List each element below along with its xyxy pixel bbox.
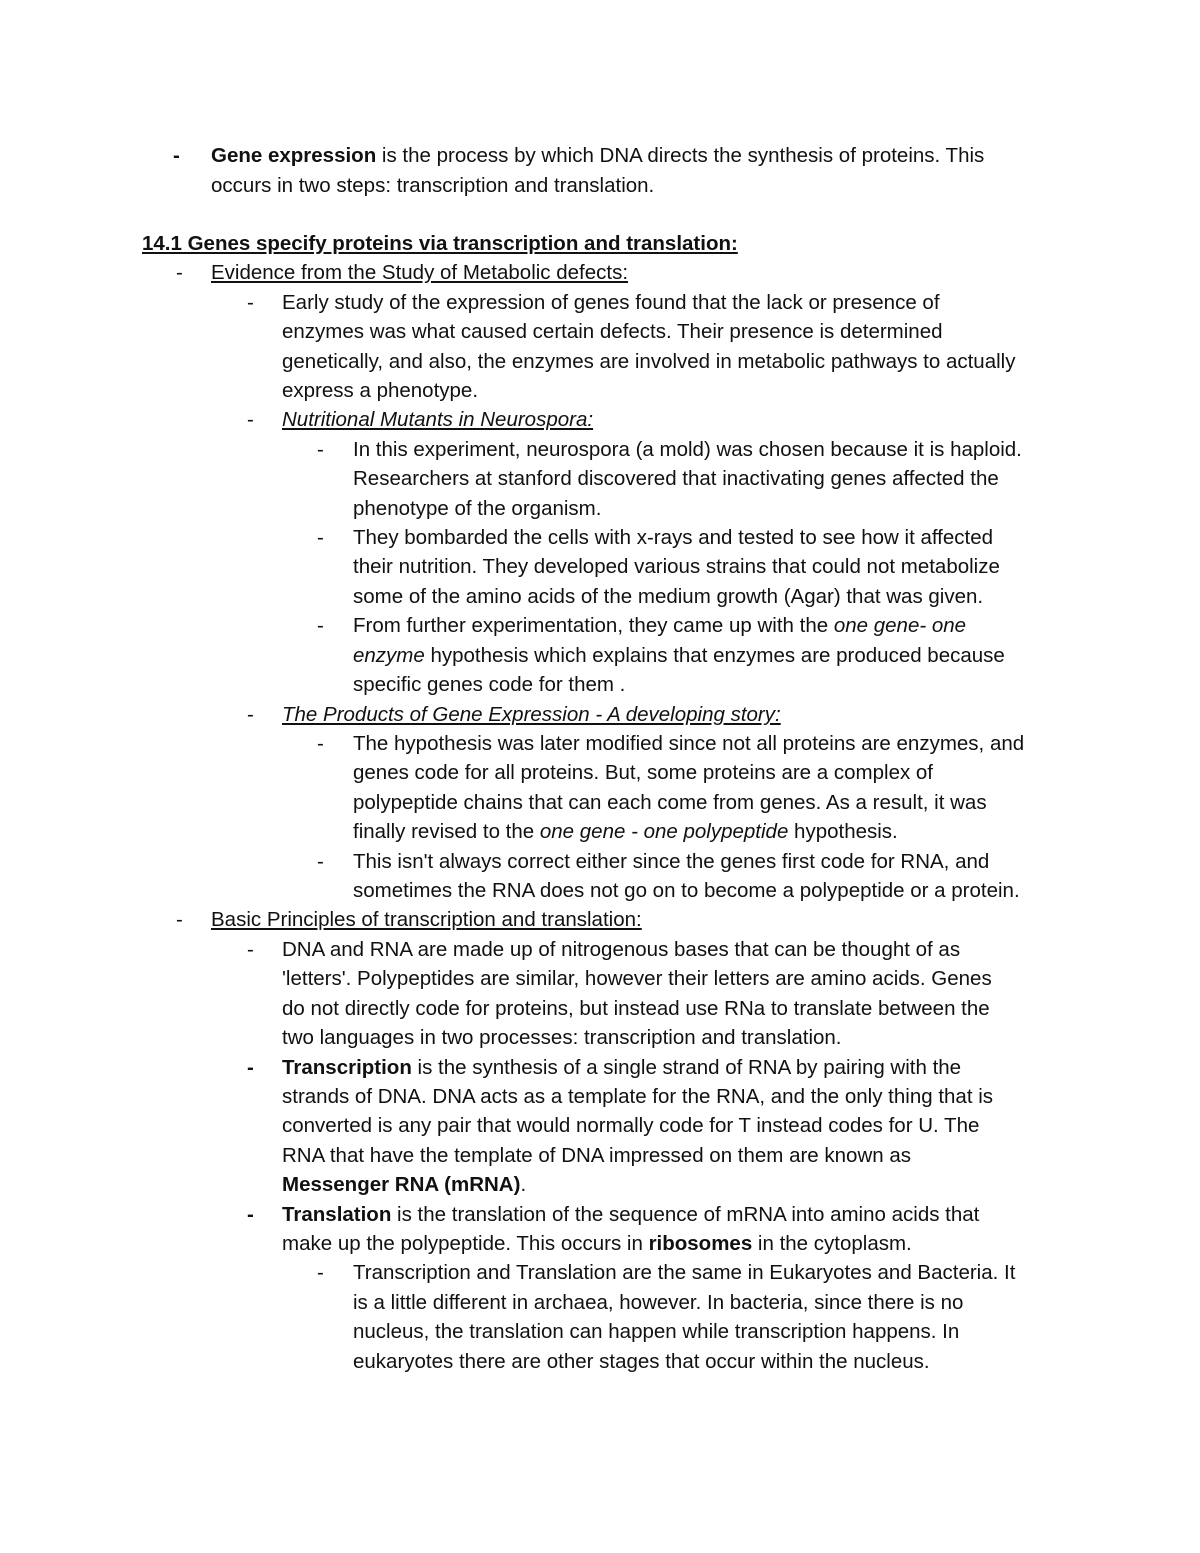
list-bullet: - — [247, 408, 254, 431]
paragraph-line: genes code for all proteins. But, some proteins are a complex of — [353, 761, 934, 784]
list-bullet: - — [247, 291, 254, 314]
paragraph-line — [282, 1200, 979, 1230]
list-bullet: - — [317, 732, 324, 755]
paragraph-line: genetically, and also, the enzymes are involved in metabolic pathways to actually — [282, 350, 1016, 373]
text: is the translation of the sequence of mRNA into amino acids that — [391, 1203, 980, 1226]
italic-term: one gene- one — [833, 614, 967, 637]
paragraph-line: converted is any pair that would normally code for T instead codes for U. The — [282, 1114, 980, 1137]
intro-line — [211, 141, 984, 171]
text: is the synthesis of a single strand of RNA by pairing with the — [411, 1056, 962, 1079]
paragraph-line: Researchers at stanford discovered that inactivating genes affected the — [353, 467, 999, 490]
term-gene-expression: Gene expression — [211, 144, 377, 167]
paragraph-line — [282, 1229, 912, 1259]
list-bullet: - — [317, 850, 324, 873]
paragraph-line: eukaryotes there are other stages that occur within the nucleus. — [353, 1350, 930, 1373]
paragraph-line: enzymes was what caused certain defects. Their presence is determined — [282, 320, 943, 343]
paragraph-line: specific genes code for them . — [353, 673, 626, 696]
list-bullet: - — [317, 614, 324, 637]
paragraph-line — [353, 641, 1005, 671]
paragraph-line: strands of DNA. DNA acts as a template for the RNA, and the only thing that is — [282, 1085, 994, 1108]
list-bullet: - — [317, 1261, 324, 1284]
italic-term: one gene - one polypeptide — [539, 820, 789, 843]
list-bullet: - — [247, 938, 254, 961]
italic-term: enzyme — [353, 644, 425, 667]
text: make up the polypeptide. This occurs in — [282, 1232, 649, 1255]
paragraph-line: nucleus, the translation can happen while transcription happens. In — [353, 1320, 960, 1343]
paragraph-line: RNA that have the template of DNA impressed on them are known as — [282, 1144, 911, 1167]
paragraph-line — [353, 611, 966, 641]
subheading-evidence: Evidence from the Study of Metabolic defects: — [211, 261, 629, 284]
paragraph-line — [282, 1053, 961, 1083]
paragraph-line: Transcription and Translation are the same in Eukaryotes and Bacteria. It — [353, 1261, 1016, 1284]
list-bullet: - — [247, 1203, 254, 1226]
text: From further experimentation, they came up with the — [353, 614, 834, 637]
list-bullet: - — [247, 703, 254, 726]
paragraph-line: sometimes the RNA does not go on to become a polypeptide or a protein. — [353, 879, 1020, 902]
paragraph-line: express a phenotype. — [282, 379, 479, 402]
paragraph-line — [353, 817, 898, 847]
list-bullet: - — [173, 144, 180, 167]
section-heading: 14.1 Genes specify proteins via transcription and translation: — [142, 232, 738, 255]
term-transcription: Transcription — [282, 1056, 412, 1079]
paragraph-line: some of the amino acids of the medium growth (Agar) that was given. — [353, 585, 984, 608]
intro-line: occurs in two steps: transcription and translation. — [211, 174, 655, 197]
paragraph-line: 'letters'. Polypeptides are similar, however their letters are amino acids. Genes — [282, 967, 992, 990]
text: finally revised to the — [353, 820, 540, 843]
text: hypothesis which explains that enzymes are produced because — [424, 644, 1005, 667]
list-bullet: - — [317, 438, 324, 461]
paragraph-line: polypeptide chains that can each come from genes. As a result, it was — [353, 791, 987, 814]
text: in the cytoplasm. — [752, 1232, 912, 1255]
subheading-products: The Products of Gene Expression - A developing story: — [282, 703, 781, 726]
paragraph-line: two languages in two processes: transcription and translation. — [282, 1026, 842, 1049]
paragraph-line: do not directly code for proteins, but instead use RNa to translate between the — [282, 997, 990, 1020]
paragraph-line: their nutrition. They developed various strains that could not metabolize — [353, 555, 1000, 578]
subheading-principles: Basic Principles of transcription and translation: — [211, 908, 642, 931]
paragraph-line: The hypothesis was later modified since not all proteins are enzymes, and — [353, 732, 1025, 755]
paragraph-line: In this experiment, neurospora (a mold) was chosen because it is haploid. — [353, 438, 1022, 461]
paragraph-line: This isn't always correct either since the genes first code for RNA, and — [353, 850, 990, 873]
subheading-neurospora: Nutritional Mutants in Neurospora: — [282, 408, 594, 431]
paragraph-line: Early study of the expression of genes found that the lack or presence of — [282, 291, 940, 314]
paragraph-line: phenotype of the organism. — [353, 497, 602, 520]
list-bullet: - — [317, 526, 324, 549]
paragraph-line: DNA and RNA are made up of nitrogenous bases that can be thought of as — [282, 938, 961, 961]
term-translation: Translation — [282, 1203, 392, 1226]
text: is the process by which DNA directs the synthesis of proteins. This — [376, 144, 985, 167]
paragraph-line: is a little different in archaea, however. In bacteria, since there is no — [353, 1291, 964, 1314]
text: hypothesis. — [788, 820, 898, 843]
list-bullet: - — [176, 261, 183, 284]
list-bullet: - — [247, 1056, 254, 1079]
list-bullet: - — [176, 908, 183, 931]
term-mrna: Messenger RNA (mRNA) — [282, 1173, 521, 1196]
paragraph-line: They bombarded the cells with x-rays and tested to see how it affected — [353, 526, 994, 549]
text: . — [520, 1173, 527, 1196]
term-ribosomes: ribosomes — [648, 1232, 753, 1255]
paragraph-line — [282, 1170, 526, 1200]
